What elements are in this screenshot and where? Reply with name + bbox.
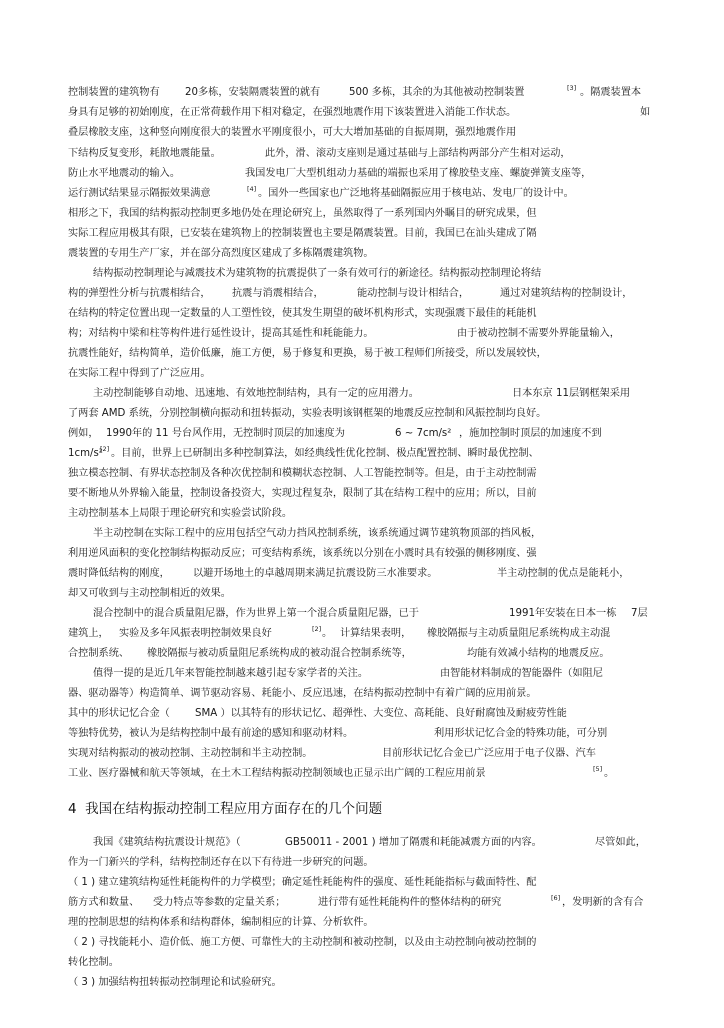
text-segment: 震时降低结构的刚度， bbox=[68, 568, 170, 579]
text-segment: 均能有效减小结构的地震反应。 bbox=[467, 648, 610, 659]
text-segment: 此外，滑、滚动支座则是通过基础与上部结构两部分产生相对运动， bbox=[265, 148, 571, 159]
text-segment: 筋方式和数量、 bbox=[68, 897, 140, 908]
text-line bbox=[0, 345, 724, 363]
text-segment: 抗震性能好，结构简单，造价低廉，施工方便，易于修复和更换，易于被工程师们所接受，所以发展较快， bbox=[68, 348, 547, 359]
text-line bbox=[0, 225, 724, 243]
text-segment: 值得一提的是近几年来智能控制越来越引起专家学者的关注。 bbox=[93, 668, 369, 679]
text-line bbox=[0, 745, 724, 763]
text-segment: 1cm/s² bbox=[68, 448, 103, 459]
text-segment: （ 3 ) 加强结构扭转振动控制理论和试验研究。 bbox=[68, 977, 282, 988]
text-line bbox=[0, 834, 724, 852]
text-segment: 独立模态控制、有界状态控制及各种次优控制和模糊状态控制、人工智能控制等。但是，由于主动控制需 bbox=[68, 468, 537, 479]
text-segment: 实现对结构振动的被动控制、主动控制和半主动控制。 bbox=[68, 748, 313, 759]
text-segment: 在实际工程中得到了广泛应用。 bbox=[68, 368, 211, 379]
text-segment: 理的控制思想的结构体系和结构群体，编制相应的计算、分析软件。 bbox=[68, 917, 374, 928]
text-line bbox=[0, 874, 724, 892]
text-segment: 半主动控制在实际工程中的应用包括空气动力挡风控制系统，该系统通过调节建筑物顶部的挡风板， bbox=[93, 528, 542, 539]
text-segment: 控制装置的建筑物有 bbox=[68, 87, 160, 98]
text-segment: 在结构的特定位置出现一定数量的人工塑性铰，使其发生期望的破坏机构形式，实现强震下最佳的耗能机 bbox=[68, 308, 537, 319]
text-line bbox=[0, 104, 724, 122]
text-segment: 混合控制中的混合质量阻尼器，作为世界上第一个混合质量阻尼器，已于 bbox=[93, 608, 419, 619]
text-segment: 6 ~ 7cm/s² bbox=[395, 428, 452, 439]
text-segment: 了两套 AMD 系统，分别控制横向振动和扭转振动，实验表明该钢框架的地震反应控制和风振控制均良好。 bbox=[68, 408, 547, 419]
text-segment: 我国《建筑结构抗震设计规范》（ bbox=[93, 837, 241, 848]
text-line bbox=[0, 485, 724, 503]
text-line bbox=[0, 525, 724, 543]
text-segment: 运行测试结果显示隔振效果满意 bbox=[68, 188, 211, 199]
text-segment: 由智能材料制成的智能器件（如阻尼 bbox=[440, 668, 603, 679]
text-segment: 500 多栋，其余的为其他被动控制装置 bbox=[349, 87, 525, 98]
text-line bbox=[0, 445, 724, 463]
text-segment: 抗震与消震相结合， bbox=[232, 288, 324, 299]
text-line bbox=[0, 145, 724, 163]
text-segment: 。 bbox=[322, 628, 333, 639]
text-segment: GB50011 - 2001 ) 增加了隔震和耗能减震方面的内容。 bbox=[285, 837, 542, 848]
text-line bbox=[0, 705, 724, 723]
text-segment: （ 2 ) 寻找能耗小、造价低、施工方便、可靠性大的主动控制和被动控制，以及由主动控制向被动控制的 bbox=[68, 937, 537, 948]
text-segment: 却又可收到与主动控制相近的效果。 bbox=[68, 588, 231, 599]
text-segment: 半主动控制的优点是能耗小， bbox=[497, 568, 630, 579]
text-segment: 能动控制与设计相结合， bbox=[357, 288, 470, 299]
text-line bbox=[0, 545, 724, 563]
text-line bbox=[0, 325, 724, 343]
text-segment: 以避开场地土的卓越周期来满足抗震设防三水准要求。 bbox=[193, 568, 438, 579]
text-segment: ，发明新的含有合 bbox=[562, 897, 644, 908]
text-segment: SMA ）以其特有的形状记忆、超弹性、大变位、高耗能、良好耐腐蚀及耐疲劳性能 bbox=[195, 708, 567, 719]
text-segment: 建筑上， bbox=[68, 628, 109, 639]
text-segment: 1991年安装在日本一栋 bbox=[509, 608, 617, 619]
text-segment: 橡胶隔振与主动质量阻尼系统构成主动混 bbox=[427, 628, 611, 639]
text-line bbox=[0, 465, 724, 483]
text-segment: 。 bbox=[604, 768, 615, 779]
text-line bbox=[0, 585, 724, 603]
text-segment: 7层 bbox=[631, 608, 648, 619]
text-segment: 结构振动控制理论与减震技术为建筑物的抗震提供了一条有效可行的新途径。结构振动控制理论将结 bbox=[93, 268, 542, 279]
citation-ref: [4] bbox=[247, 185, 257, 193]
text-segment: 利用形状记忆合金的特殊功能，可分别 bbox=[434, 728, 608, 739]
text-line bbox=[0, 725, 724, 743]
text-line bbox=[0, 84, 724, 102]
text-line bbox=[0, 185, 724, 203]
text-segment: 构；对结构中梁和柱等构件进行延性设计，提高其延性和耗能能力。 bbox=[68, 328, 374, 339]
text-line bbox=[0, 305, 724, 323]
text-segment: 利用逆风面积的变化控制结构振动反应；可变结构系统，该系统以分别在小震时具有较强的侧移刚度、强 bbox=[68, 548, 537, 559]
text-line bbox=[0, 505, 724, 523]
citation-ref: [2] bbox=[100, 445, 110, 453]
text-line bbox=[0, 124, 724, 142]
text-segment: 进行带有延性耗能构件的整体结构的研究 bbox=[318, 897, 502, 908]
text-segment: 合控制系统、 bbox=[68, 648, 130, 659]
text-line bbox=[0, 974, 724, 992]
text-segment: 通过对建筑结构的控制设计， bbox=[500, 288, 633, 299]
text-line bbox=[0, 385, 724, 403]
citation-ref: [6] bbox=[551, 894, 561, 902]
text-segment: 。隔震装置本 bbox=[580, 87, 642, 98]
text-segment: 如 bbox=[640, 107, 651, 118]
text-segment: （ 1 ) 建立建筑结构延性耗能构件的力学模型；确定延性耗能构件的强度、延性耗能指标与截面特性、配 bbox=[68, 877, 537, 888]
text-segment: 下结构反复变形，耗散地震能量。 bbox=[68, 148, 221, 159]
text-line bbox=[0, 665, 724, 683]
citation-ref: [3] bbox=[567, 84, 577, 92]
text-segment: 要不断地从外界输入能量，控制设备投资大，实现过程复杂，限制了其在结构工程中的应用；所以，目前 bbox=[68, 488, 537, 499]
text-segment: 。目前，世界上已研制出多种控制算法，如经典线性优化控制、极点配置控制、瞬时最优控制、 bbox=[111, 448, 539, 459]
text-segment: 器、驱动器等）构造简单、调节驱动容易、耗能小、反应迅速，在结构振动控制中有着广阔的应用前景。 bbox=[68, 688, 537, 699]
section-heading: 4 我国在结构振动控制工程应用方面存在的几个问题 bbox=[68, 801, 383, 817]
text-segment: 例如， bbox=[68, 428, 99, 439]
text-segment: 目前形状记忆合金已广泛应用于电子仪器、汽车 bbox=[382, 748, 596, 759]
text-line bbox=[0, 265, 724, 283]
text-line bbox=[0, 625, 724, 643]
text-line bbox=[0, 565, 724, 583]
text-segment: 转化控制。 bbox=[68, 957, 119, 968]
text-segment: 叠层橡胶支座，这种竖向刚度很大的装置水平刚度很小，可大大增加基础的自振周期，强烈地震作用 bbox=[68, 127, 517, 138]
text-line bbox=[0, 934, 724, 952]
text-line bbox=[0, 765, 724, 783]
text-segment: 1990年的 11 号台风作用，无控制时顶层的加速度为 bbox=[106, 428, 345, 439]
text-segment: 作为一门新兴的学科，结构控制还存在以下有待进一步研究的问题。 bbox=[68, 857, 374, 868]
text-line bbox=[0, 605, 724, 623]
text-segment: 20多栋，安装隔震装置的就有 bbox=[185, 87, 321, 98]
text-segment: 我国发电厂大型机组动力基础的端振也采用了橡胶垫支座、螺旋弹簧支座等， bbox=[245, 168, 592, 179]
text-line bbox=[0, 914, 724, 932]
text-segment: 震装置的专用生产厂家，并在部分高烈度区建成了多栋隔震建筑物。 bbox=[68, 248, 374, 259]
text-segment: 实际工程应用极其有限，已安装在建筑物上的控制装置也主要是隔震装置。目前，我国已在汕头建成了隔 bbox=[68, 228, 537, 239]
text-segment: 主动控制基本上局限于理论研究和实验尝试阶段。 bbox=[68, 508, 293, 519]
text-segment: 相形之下，我国的结构振动控制更多地仍处在理论研究上，虽然取得了一系列国内外瞩目的研究成果，但 bbox=[68, 208, 537, 219]
text-line bbox=[0, 365, 724, 383]
text-line bbox=[0, 285, 724, 303]
text-segment: 日本东京 11层钢框架采用 bbox=[512, 388, 631, 399]
text-line bbox=[0, 645, 724, 663]
text-segment: 主动控制能够自动地、迅速地、有效地控制结构，具有一定的应用潜力。 bbox=[93, 388, 419, 399]
text-line bbox=[0, 245, 724, 263]
text-segment: 构的弹塑性分析与抗震相结合， bbox=[68, 288, 211, 299]
text-segment: 防止水平地震动的输入。 bbox=[68, 168, 181, 179]
text-segment: 橡胶隔振与被动质量阻尼系统构成的被动混合控制系统等， bbox=[147, 648, 412, 659]
text-segment: 身具有足够的初始刚度，在正常荷载作用下相对稳定，在强烈地震作用下该装置进入消能工作状态。 bbox=[68, 107, 517, 118]
text-line bbox=[0, 165, 724, 183]
citation-ref: [5] bbox=[593, 765, 603, 773]
text-line bbox=[0, 405, 724, 423]
text-segment: 尽管如此， bbox=[595, 837, 646, 848]
text-segment: 实验及多年风振表明控制效果良好 bbox=[119, 628, 272, 639]
citation-ref: [2] bbox=[312, 625, 322, 633]
text-segment: 工业、医疗器械和航天等领域，在土木工程结构振动控制领域也正显示出广阔的工程应用前景 bbox=[68, 768, 486, 779]
text-line bbox=[0, 685, 724, 703]
text-segment: 受力特点等参数的定量关系； bbox=[153, 897, 286, 908]
text-line bbox=[0, 894, 724, 912]
text-segment: 其中的形状记忆合金（ bbox=[68, 708, 170, 719]
text-segment: 等独特优势，被认为是结构控制中最有前途的感知和驱动材料。 bbox=[68, 728, 354, 739]
text-line bbox=[0, 854, 724, 872]
text-line bbox=[0, 205, 724, 223]
text-line bbox=[0, 954, 724, 972]
text-segment: ，施加控制时顶层的加速度不到 bbox=[459, 428, 602, 439]
text-segment: 由于被动控制不需要外界能量输入， bbox=[457, 328, 620, 339]
text-segment: 计算结果表明， bbox=[340, 628, 412, 639]
text-segment: 。国外一些国家也广泛地将基础隔振应用于核电站、发电厂的设计中。 bbox=[258, 188, 574, 199]
